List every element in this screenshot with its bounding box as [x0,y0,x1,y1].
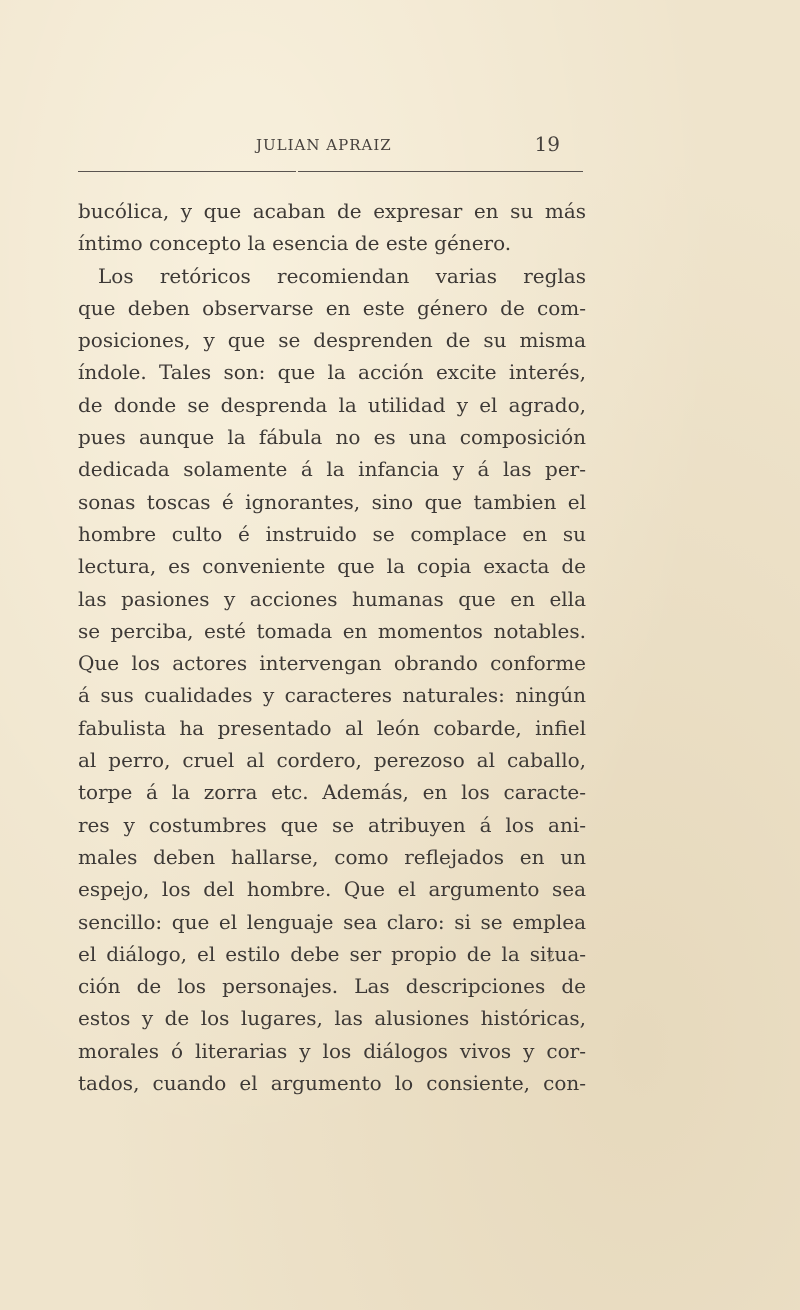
text-line: estos y de los lugares, las alusiones históricas, [78,1006,586,1031]
body-text [78,195,586,1099]
text-line: el diálogo, el estilo debe ser propio de la situa- [78,941,586,966]
text-line: tados, cuando el argumento lo consiente, con- [78,1071,586,1096]
text-line: dedicada solamente á la infancia y á las per- [78,457,586,482]
page-number: 19 [534,132,560,156]
text-line: lectura, es conveniente que la copia exacta de [78,554,586,579]
ink-speck [546,950,556,964]
text-line: al perro, cruel al cordero, perezoso al caballo, [78,748,586,773]
text-line: espejo, los del hombre. Que el argumento sea [78,877,586,902]
text-line: res y costumbres que se atribuyen á los ani- [78,812,586,837]
page-header [78,132,586,162]
text-line: á sus cualidades y caracteres naturales: ningún [78,683,586,708]
text-line: males deben hallarse, como reflejados en un [78,844,586,869]
text-line: ción de los personajes. Las descripciones de [78,974,586,999]
text-line: las pasiones y acciones humanas que en ella [78,586,586,611]
text-line: sencillo: que el lenguaje sea claro: si se emplea [78,909,586,934]
text-line: Que los actores intervengan obrando conforme [78,651,586,676]
text-line: se perciba, esté tomada en momentos notables. [78,618,586,643]
text-line: sonas toscas é ignorantes, sino que tambien el [78,489,586,514]
text-line: índole. Tales son: que la acción excite interés, [78,360,586,385]
text-line: íntimo concepto la esencia de este género. [78,231,512,256]
text-line: que deben observarse en este género de com- [78,295,586,320]
text-line: morales ó literarias y los diálogos vivos y cor- [78,1038,586,1063]
text-line: hombre culto é instruido se complace en su [78,521,586,546]
text-line: posiciones, y que se desprenden de su misma [78,328,586,353]
text-line: Los retóricos recomiendan varias reglas [98,263,586,288]
text-line: pues aunque la fábula no es una composición [78,425,586,450]
text-line: de donde se desprenda la utilidad y el agrado, [78,392,586,417]
header-rule-left [78,171,296,172]
header-rule-right [298,171,583,172]
text-line: bucólica, y que acaban de expresar en su más [78,199,586,223]
text-line: fabulista ha presentado al león cobarde, infiel [78,715,586,740]
text-line: torpe á la zorra etc. Además, en los caracte- [78,780,586,805]
running-title: JULIAN APRAIZ [256,136,392,154]
